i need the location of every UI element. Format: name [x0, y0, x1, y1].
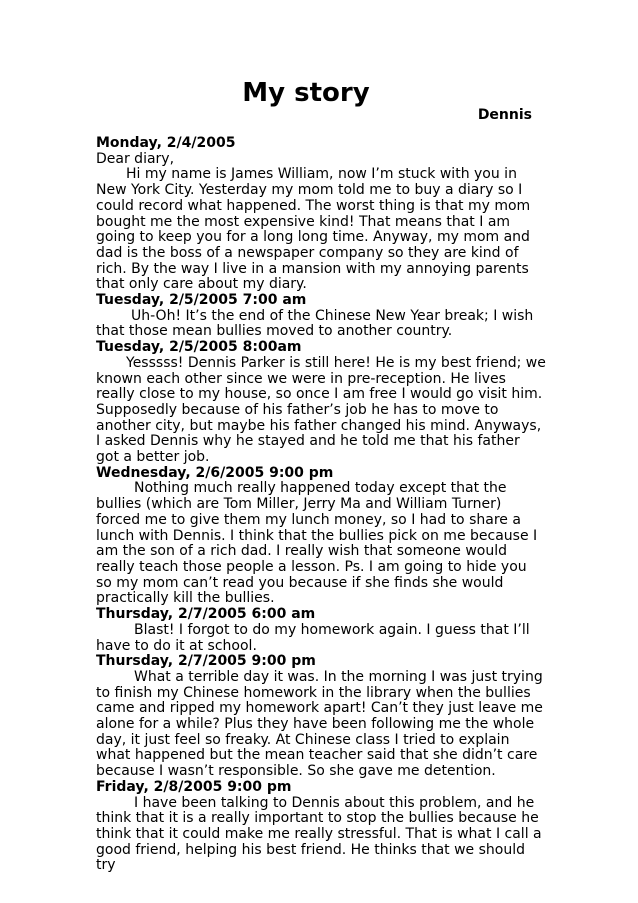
entry-text: Uh-Oh! It’s the end of the Chinese New Year break; I wish that those mean bullies moved to another country.: [96, 307, 534, 340]
entry-text: Blast! I forgot to do my homework again. I guess that I’ll have to do it at school.: [96, 621, 530, 654]
entry-salutation: Dear diary,: [96, 150, 175, 167]
entry-text: I have been talking to Dennis about this problem, and he think that it is a really important to stop the bullies because he think that it could make me really stressful. That is what I call a good friend, helping his best friend. He thinks that we should try: [96, 794, 542, 874]
entry-heading: Friday, 2/8/2005 9:00 pm: [96, 778, 292, 795]
entry-text: Nothing much really happened today except that the bullies (which are Tom Miller, Jerry Ma and William Turner) forced me to give them my lunch money, so I had to share a lunch with Dennis. I think that the bullies pick on me because I am the son of a rich dad. I really wish that someone would really teach those people a lesson. Ps. I am going to hide you so my mom can’t read you because if she finds she would practically kill the bullies.: [96, 480, 538, 607]
diary-entry: [96, 607, 546, 654]
entry-heading: Thursday, 2/7/2005 9:00 pm: [96, 653, 316, 670]
diary-entry: [96, 293, 546, 340]
entry-text: What a terrible day it was. In the morning I was just trying to finish my Chinese homework in the library when the bullies came and ripped my homework apart! Can’t they just leave me alone for a while? Plus they have been following me the whole day, it just feel so freaky. At Chinese class I tried to explain what happened but the mean teacher said that she didn’t care because I wasn’t responsible. So she gave me detention.: [96, 668, 543, 780]
entry-heading: Tuesday, 2/5/2005 7:00 am: [96, 292, 307, 309]
diary-entry: [96, 340, 546, 466]
entry-heading: Monday, 2/4/2005: [96, 135, 236, 151]
entry-heading: Tuesday, 2/5/2005 8:00am: [96, 339, 302, 356]
author-name: Dennis: [477, 107, 532, 123]
entry-heading: Thursday, 2/7/2005 6:00 am: [96, 606, 316, 623]
entry-heading: Wednesday, 2/6/2005 9:00 pm: [96, 464, 334, 481]
entry-text: Hi my name is James William, now I’m stuck with you in New York City. Yesterday my mom told me to buy a diary so I could record what happened. The worst thing is that my mom bought me the most expensive kind! That means that I am going to keep you for a long long time. Anyway, my mom and dad is the boss of a newspaper company so they are kind of rich. By the way I live in a mansion with my annoying parents that only care about my diary.: [96, 166, 531, 293]
diary-entry: [96, 136, 546, 293]
entry-text: Yesssss! Dennis Parker is still here! He is my best friend; we known each other since we were in pre-reception. He lives really close to my house, so once I am free I would go visit him. Supposedly because of his father’s job he has to move to another city, but maybe his father changed his mind. Anyways, I asked Dennis why he stayed and he told me that his father got a better job.: [96, 354, 546, 466]
document-title: My story: [242, 78, 370, 108]
diary-entry: [96, 780, 546, 874]
diary-entry: [96, 466, 546, 607]
diary-body: [96, 136, 546, 874]
diary-entry: [96, 654, 546, 780]
